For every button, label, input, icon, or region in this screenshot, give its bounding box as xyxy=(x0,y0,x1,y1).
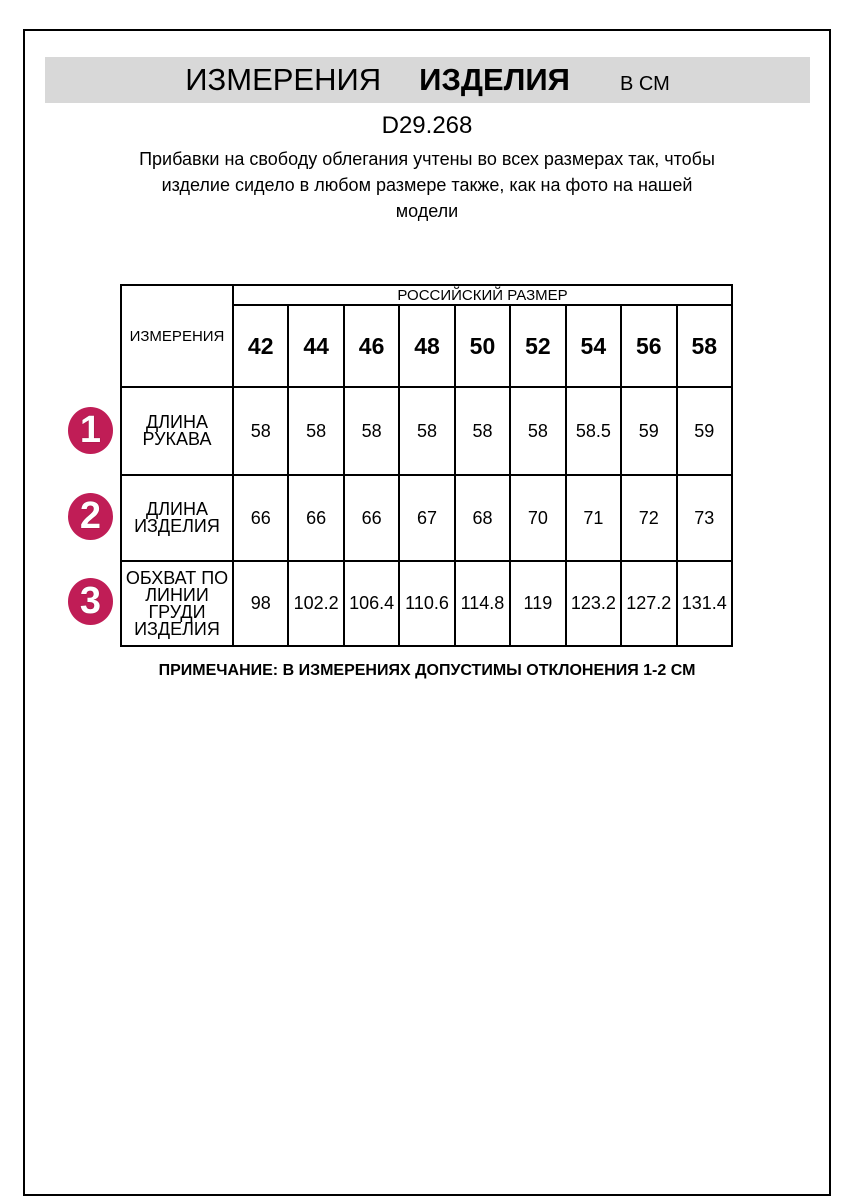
size-header-48: 48 xyxy=(399,305,454,387)
measure-value: 131.4 xyxy=(677,561,733,646)
size-header-58: 58 xyxy=(677,305,733,387)
measure-value: 58 xyxy=(288,387,343,475)
measure-value: 66 xyxy=(344,475,399,561)
measure-value: 66 xyxy=(233,475,288,561)
measure-value: 68 xyxy=(455,475,510,561)
size-header-46: 46 xyxy=(344,305,399,387)
measure-value: 114.8 xyxy=(455,561,510,646)
measure-value: 66 xyxy=(288,475,343,561)
title-units: В СМ xyxy=(619,73,670,95)
description-line-1: Прибавки на свободу облегания учтены во всех размерах так, чтобы xyxy=(139,149,715,169)
title-product: ИЗДЕЛИЯ xyxy=(419,62,570,97)
measure-value: 102.2 xyxy=(288,561,343,646)
size-header-52: 52 xyxy=(510,305,565,387)
measure-value: 98 xyxy=(233,561,288,646)
measure-value: 127.2 xyxy=(621,561,676,646)
measure-value: 70 xyxy=(510,475,565,561)
row-marker-2: 2 xyxy=(68,493,113,540)
table-corner-header: ИЗМЕРЕНИЯ xyxy=(121,285,233,387)
product-code: D29.268 xyxy=(381,112,473,139)
measure-value: 58.5 xyxy=(566,387,621,475)
measure-value: 72 xyxy=(621,475,676,561)
measure-value: 119 xyxy=(510,561,565,646)
measure-value: 106.4 xyxy=(344,561,399,646)
measure-value: 58 xyxy=(399,387,454,475)
measure-value: 59 xyxy=(621,387,676,475)
measure-label: ДЛИНА РУКАВА xyxy=(121,387,233,475)
description-line-2: изделие сидело в любом размере также, как на фото на нашей xyxy=(161,175,693,195)
description-line-3: модели xyxy=(395,201,459,221)
measure-value: 67 xyxy=(399,475,454,561)
measure-value: 58 xyxy=(455,387,510,475)
title-measurements: ИЗМЕРЕНИЯ xyxy=(185,62,382,97)
size-header-44: 44 xyxy=(288,305,343,387)
measure-value: 73 xyxy=(677,475,733,561)
size-header-56: 56 xyxy=(621,305,676,387)
measure-value: 71 xyxy=(566,475,621,561)
product-description xyxy=(0,146,854,224)
title-bar xyxy=(45,57,810,103)
measure-label: ДЛИНА ИЗДЕЛИЯ xyxy=(121,475,233,561)
table-row-sleeve-length xyxy=(121,387,732,475)
table-row-chest-girth xyxy=(121,561,732,646)
measurements-table xyxy=(120,284,733,647)
measure-value: 58 xyxy=(344,387,399,475)
table-row-item-length xyxy=(121,475,732,561)
measure-value: 123.2 xyxy=(566,561,621,646)
size-group-row xyxy=(121,285,732,305)
size-header-42: 42 xyxy=(233,305,288,387)
note-text: ПРИМЕЧАНИЕ: В ИЗМЕРЕНИЯХ ДОПУСТИМЫ ОТКЛОНЕНИЯ 1-2 СМ xyxy=(158,662,696,679)
size-group-header: РОССИЙСКИЙ РАЗМЕР xyxy=(233,285,732,305)
size-header-54: 54 xyxy=(566,305,621,387)
measure-label: ОБХВАТ ПО ЛИНИИ ГРУДИ ИЗДЕЛИЯ xyxy=(121,561,233,646)
size-header-50: 50 xyxy=(455,305,510,387)
measure-value: 110.6 xyxy=(399,561,454,646)
row-marker-1: 1 xyxy=(68,407,113,454)
row-marker-3: 3 xyxy=(68,578,113,625)
measure-value: 58 xyxy=(510,387,565,475)
measure-value: 59 xyxy=(677,387,733,475)
measure-value: 58 xyxy=(233,387,288,475)
